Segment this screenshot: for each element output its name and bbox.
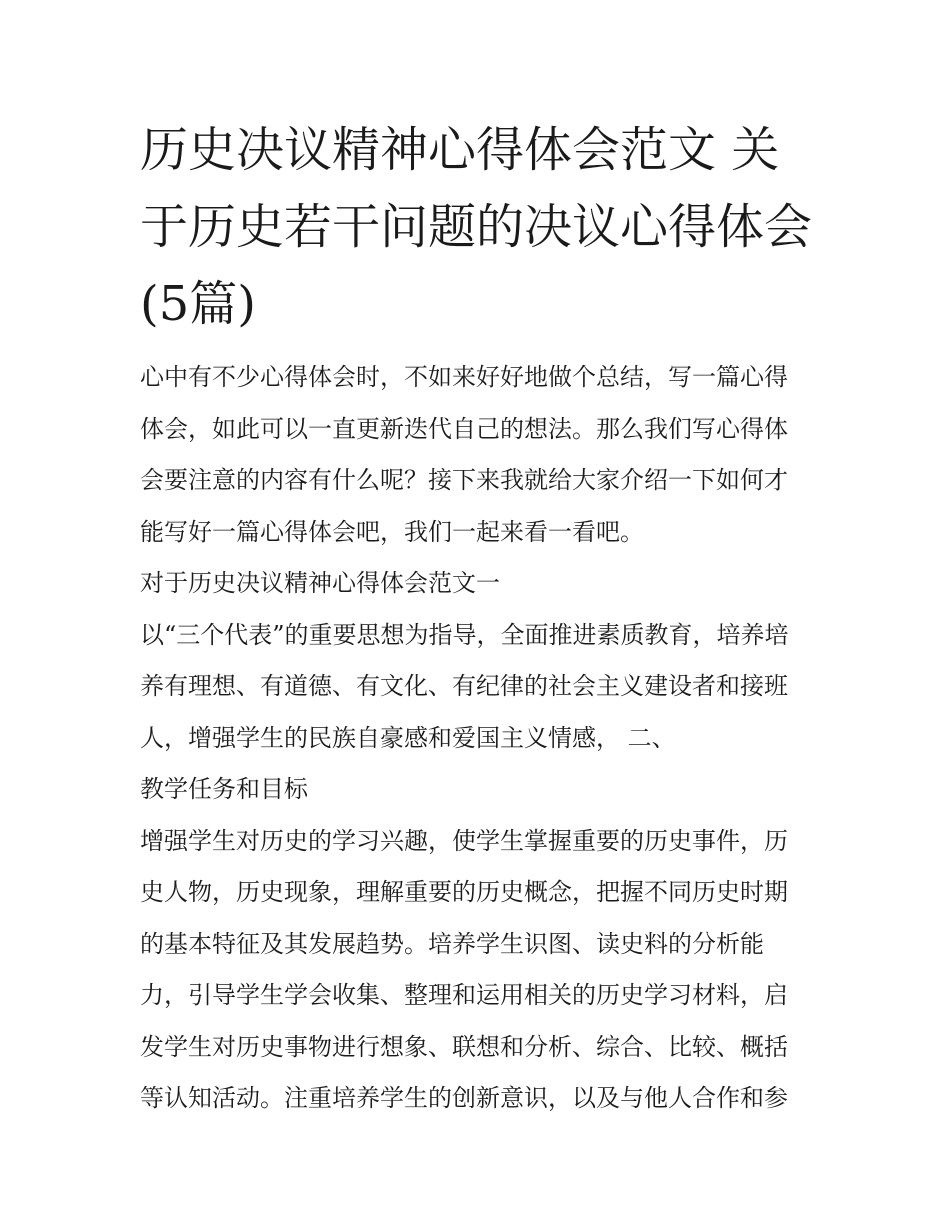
body-line: 体会，如此可以一直更新迭代自己的想法。那么我们写心得体 bbox=[140, 414, 788, 443]
section-heading: 教学任务和目标 bbox=[140, 775, 308, 803]
body-line: 力，引导学生学会收集、整理和运用相关的历史学习材料，启 bbox=[140, 981, 788, 1009]
body-line: 能写好一篇心得体会吧，我们一起来看一看吧。 bbox=[140, 517, 644, 546]
body-line: 增强学生对历史的学习兴趣，使学生掌握重要的历史事件，历 bbox=[140, 826, 788, 855]
body-line: 史人物，历史现象，理解重要的历史概念，把握不同历史时期 bbox=[140, 878, 788, 906]
body-line: 发学生对历史事物进行想象、联想和分析、综合、比较、概括 bbox=[140, 1032, 788, 1061]
body-line: 人，增强学生的民族自豪感和爱国主义情感， 二、 bbox=[140, 723, 676, 752]
body-line: 等认知活动。注重培养学生的创新意识，以及与他人合作和参 bbox=[140, 1084, 788, 1112]
body-line: 心中有不少心得体会时，不如来好好地做个总结，写一篇心得 bbox=[140, 363, 788, 391]
section-heading: 对于历史决议精神心得体会范文一 bbox=[140, 569, 500, 597]
body-line: 以“三个代表”的重要思想为指导，全面推进素质教育，培养培 bbox=[140, 620, 789, 649]
body-line: 会要注意的内容有什么呢？接下来我就给大家介绍一下如何才 bbox=[140, 466, 788, 494]
document-title: 历史决议精神心得体会范文 关于历史若干问题的决议心得体会(5篇) bbox=[140, 122, 813, 332]
body-line: 的基本特征及其发展趋势。培养学生识图、读史料的分析能 bbox=[140, 929, 764, 958]
document-body bbox=[140, 352, 820, 1125]
body-line: 养有理想、有道德、有文化、有纪律的社会主义建设者和接班 bbox=[140, 672, 788, 700]
